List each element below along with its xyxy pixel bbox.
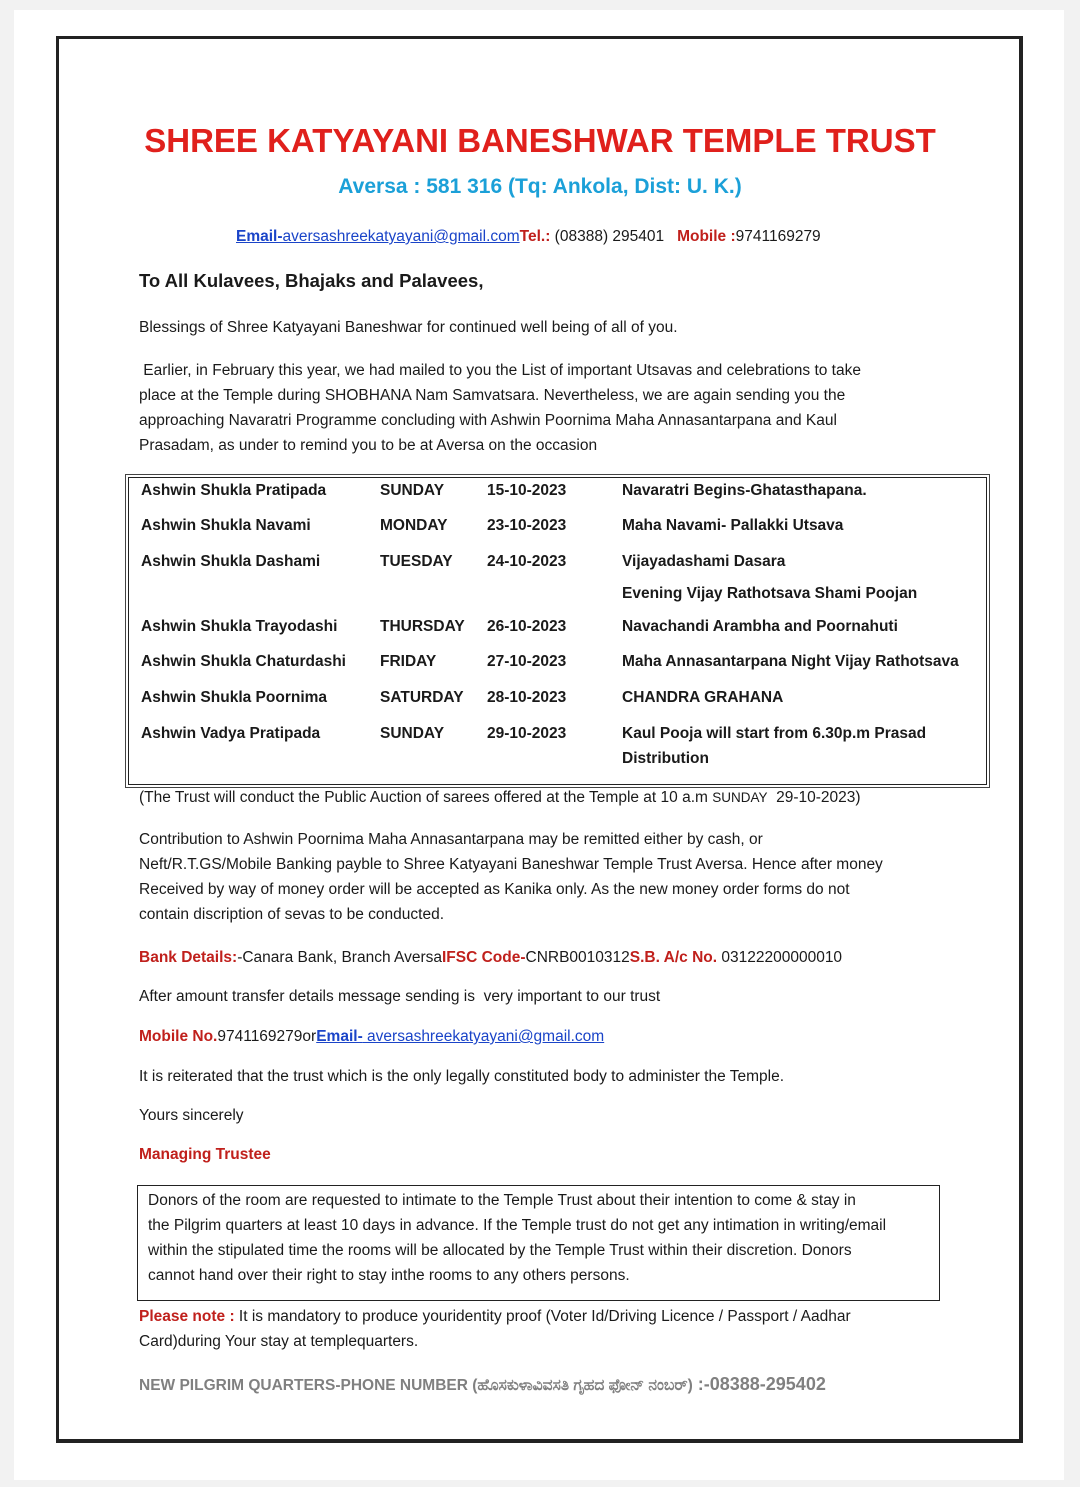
event-cell: Vijayadashami Dasara <box>622 553 786 570</box>
please-note-text: It is mandatory to produce youridentity proof (Voter Id/Driving Licence / Passport / Aadhar <box>234 1308 851 1325</box>
mobile-no: 9741169279 <box>217 1028 303 1045</box>
intro-line: Earlier, in February this year, we had mailed to you the List of important Utsavas and celebrations to take <box>139 362 861 379</box>
donor-note-line: Donors of the room are requested to intimate to the Temple Trust about their intention to come & stay in <box>148 1192 856 1209</box>
date-cell: 28-10-2023 <box>487 689 567 706</box>
please-note-line: Card)during Your stay at templequarters. <box>139 1333 419 1350</box>
contact-line <box>236 228 821 246</box>
day-cell: FRIDAY <box>380 653 437 670</box>
tithi-cell: Ashwin Shukla Dashami <box>141 553 321 570</box>
intro-line: Prasadam, as under to remind you to be at Aversa on the occasion <box>139 437 598 454</box>
tithi-cell: Ashwin Shukla Poornima <box>141 689 328 706</box>
intro-line: approaching Navaratri Programme concluding with Ashwin Poornima Maha Annasantarpana and Kaul <box>139 412 837 429</box>
contribution-paragraph <box>139 827 883 927</box>
closing-text: Yours sincerely <box>139 1107 244 1124</box>
mobile-label: Mobile : <box>677 228 736 245</box>
event-cell: Navachandi Arambha and Poornahuti <box>622 618 898 635</box>
auction-date: 29-10-2023) <box>767 789 861 806</box>
tithi-cell: Ashwin Shukla Navami <box>141 517 311 534</box>
trust-title: SHREE KATYAYANI BANESHWAR TEMPLE TRUST <box>144 122 936 159</box>
bank-label: Bank Details: <box>139 949 238 966</box>
date-cell: 29-10-2023 <box>487 725 567 742</box>
donor-note-line: within the stipulated time the rooms will be allocated by the Temple Trust within their discretion. Donors <box>148 1242 852 1259</box>
ifsc-code: CNRB0010312 <box>525 949 630 966</box>
day-cell: MONDAY <box>380 517 448 534</box>
date-cell: 15-10-2023 <box>487 482 567 499</box>
auction-note <box>139 785 861 810</box>
please-note-label: Please note : <box>139 1308 235 1325</box>
contact-details <box>139 1024 604 1049</box>
date-cell: 26-10-2023 <box>487 618 567 635</box>
day-cell: THURSDAY <box>380 618 465 635</box>
transfer-note: After amount transfer details message sending is very important to our trust <box>139 988 661 1005</box>
tithi-cell: Ashwin Shukla Pratipada <box>141 482 327 499</box>
bank-branch: -Canara Bank, Branch Aversa <box>237 949 442 966</box>
day-cell: SUNDAY <box>380 482 445 499</box>
event-cell: Evening Vijay Rathotsava Shami Poojan <box>622 585 918 602</box>
day-cell: TUESDAY <box>380 553 453 570</box>
date-cell: 27-10-2023 <box>487 653 567 670</box>
reiteration-text: It is reiterated that the trust which is the only legally constituted body to administer the Temple. <box>139 1068 785 1085</box>
date-cell: 23-10-2023 <box>487 517 567 534</box>
pilgrim-phone-number: :-08388-295402 <box>692 1374 826 1394</box>
account-label: S.B. A/c No. <box>629 949 718 966</box>
please-note <box>139 1304 851 1354</box>
blessing-text: Blessings of Shree Katyayani Baneshwar for continued well being of all of you. <box>139 319 678 336</box>
date-cell: 24-10-2023 <box>487 553 567 570</box>
day-cell: SUNDAY <box>380 725 445 742</box>
tel-label: Tel.: <box>519 228 551 245</box>
donor-note-line: the Pilgrim quarters at least 10 days in advance. If the Temple trust do not get any intimation in writing/email <box>148 1217 887 1234</box>
contribution-line: Received by way of money order will be accepted as Kanika only. As the new money order forms do not <box>139 881 850 898</box>
intro-paragraph <box>139 358 861 458</box>
tithi-cell: Ashwin Shukla Trayodashi <box>141 618 338 635</box>
donor-note-line: cannot hand over their right to stay inthe rooms to any others persons. <box>148 1267 630 1284</box>
salutation: To All Kulavees, Bhajaks and Palavees, <box>139 270 484 291</box>
or-text: or <box>302 1028 317 1045</box>
event-cell: Distribution <box>622 750 709 767</box>
event-cell: Kaul Pooja will start from 6.30p.m Prasad <box>622 725 927 742</box>
pilgrim-phone-label: NEW PILGRIM QUARTERS-PHONE NUMBER (ಹೊಸಕುಳಾವಿವಸತಿ ಗೃಹದ ಫೋನ್ ನಂಬರ್) <box>139 1377 693 1394</box>
contribution-line: contain discription of sevas to be conducted. <box>139 906 445 923</box>
event-cell: CHANDRA GRAHANA <box>622 689 784 706</box>
signatory: Managing Trustee <box>139 1146 271 1163</box>
email-label[interactable]: Email- <box>236 228 283 245</box>
auction-text: (The Trust will conduct the Public Auction of sarees offered at the Temple at 10 a.m <box>139 789 713 806</box>
account-number: 03122200000010 <box>717 949 843 966</box>
schedule-table <box>128 477 987 785</box>
contribution-line: Neft/R.T.GS/Mobile Banking payble to Shree Katyayani Baneshwar Temple Trust Aversa. Hence after money <box>139 856 883 873</box>
tithi-cell: Ashwin Shukla Chaturdashi <box>141 653 346 670</box>
address-subtitle: Aversa : 581 316 (Tq: Ankola, Dist: U. K.) <box>338 175 742 198</box>
donor-note-box <box>137 1185 940 1301</box>
mobile-no-label: Mobile No. <box>139 1028 218 1045</box>
tel-number: (08388) 295401 <box>550 228 665 245</box>
intro-line: place at the Temple during SHOBHANA Nam Samvatsara. Nevertheless, we are again sending you the <box>139 387 846 404</box>
email-label-2[interactable]: Email- <box>316 1028 363 1045</box>
pilgrim-phone-line <box>139 1374 826 1395</box>
event-cell: Maha Navami- Pallakki Utsava <box>622 517 844 534</box>
tithi-cell: Ashwin Vadya Pratipada <box>141 725 321 742</box>
event-cell: Navaratri Begins-Ghatasthapana. <box>622 482 867 499</box>
day-cell: SATURDAY <box>380 689 464 706</box>
please-note-line <box>139 1304 851 1329</box>
auction-day: SUNDAY <box>712 790 768 805</box>
bank-details <box>139 945 842 970</box>
email-link[interactable]: aversashreekatyayani@gmail.com <box>282 228 520 245</box>
contribution-line: Contribution to Ashwin Poornima Maha Annasantarpana may be remitted either by cash, or <box>139 831 763 848</box>
email-link-2[interactable]: aversashreekatyayani@gmail.com <box>362 1028 605 1045</box>
mobile-number: 9741169279 <box>735 228 821 245</box>
event-cell: Maha Annasantarpana Night Vijay Rathotsava <box>622 653 959 670</box>
ifsc-label: IFSC Code- <box>441 949 526 966</box>
